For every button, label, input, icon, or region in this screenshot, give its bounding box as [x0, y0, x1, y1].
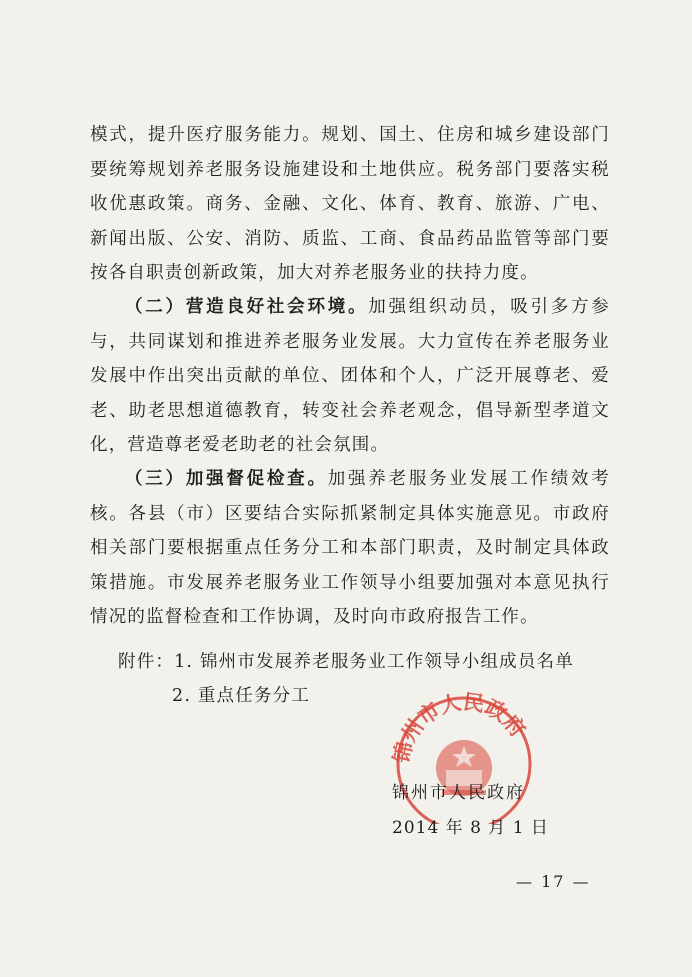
- paragraph-heading: （三）加强督促检查。: [125, 469, 328, 489]
- government-seal-icon: [388, 684, 540, 824]
- attachment-line-2: 2. 重点任务分工: [172, 686, 311, 706]
- paragraph-supervision: [90, 462, 610, 635]
- paragraph-text: 加强养老服务业发展工作绩效考核。各县（市）区要结合实际抓紧制定具体实施意见。市政府相关部门要根据重点任务分工和本部门职责，及时制定具体政策措施。市发展养老服务业工作领导小组要加强对本意见执行情况的监督检查和工作协调，及时向市政府报告工作。: [90, 469, 610, 627]
- signature-authority: 锦州市人民政府: [392, 783, 525, 803]
- paragraph-policy-support: [90, 118, 610, 291]
- page-number: — 17 —: [516, 872, 591, 891]
- attachment-line-1: 附件：1. 锦州市发展养老服务业工作领导小组成员名单: [118, 652, 574, 672]
- paragraph-social-environment: [90, 290, 610, 463]
- issue-date: 2014 年 8 月 1 日: [392, 818, 549, 838]
- paragraph-heading: （二）营造良好社会环境。: [125, 297, 369, 317]
- paragraph-text: 模式，提升医疗服务能力。规划、国土、住房和城乡建设部门要统筹规划养老服务设施建设和土地供应。税务部门要落实税收优惠政策。商务、金融、文化、体育、教育、旅游、广电、新闻出版、公安、消防、质监、工商、食品药品监管等部门要按各自职责创新政策，加大对养老服务业的扶持力度。: [90, 125, 610, 283]
- paragraph-text: 加强组织动员，吸引多方参与，共同谋划和推进养老服务业发展。大力宣传在养老服务业发展中作出突出贡献的单位、团体和个人，广泛开展尊老、爱老、助老思想道德教育，转变社会养老观念，倡导新型孝道文化，营造尊老爱老助老的社会氛围。: [90, 297, 610, 455]
- svg-text:锦州市人民政府: 锦州市人民政府: [388, 688, 531, 766]
